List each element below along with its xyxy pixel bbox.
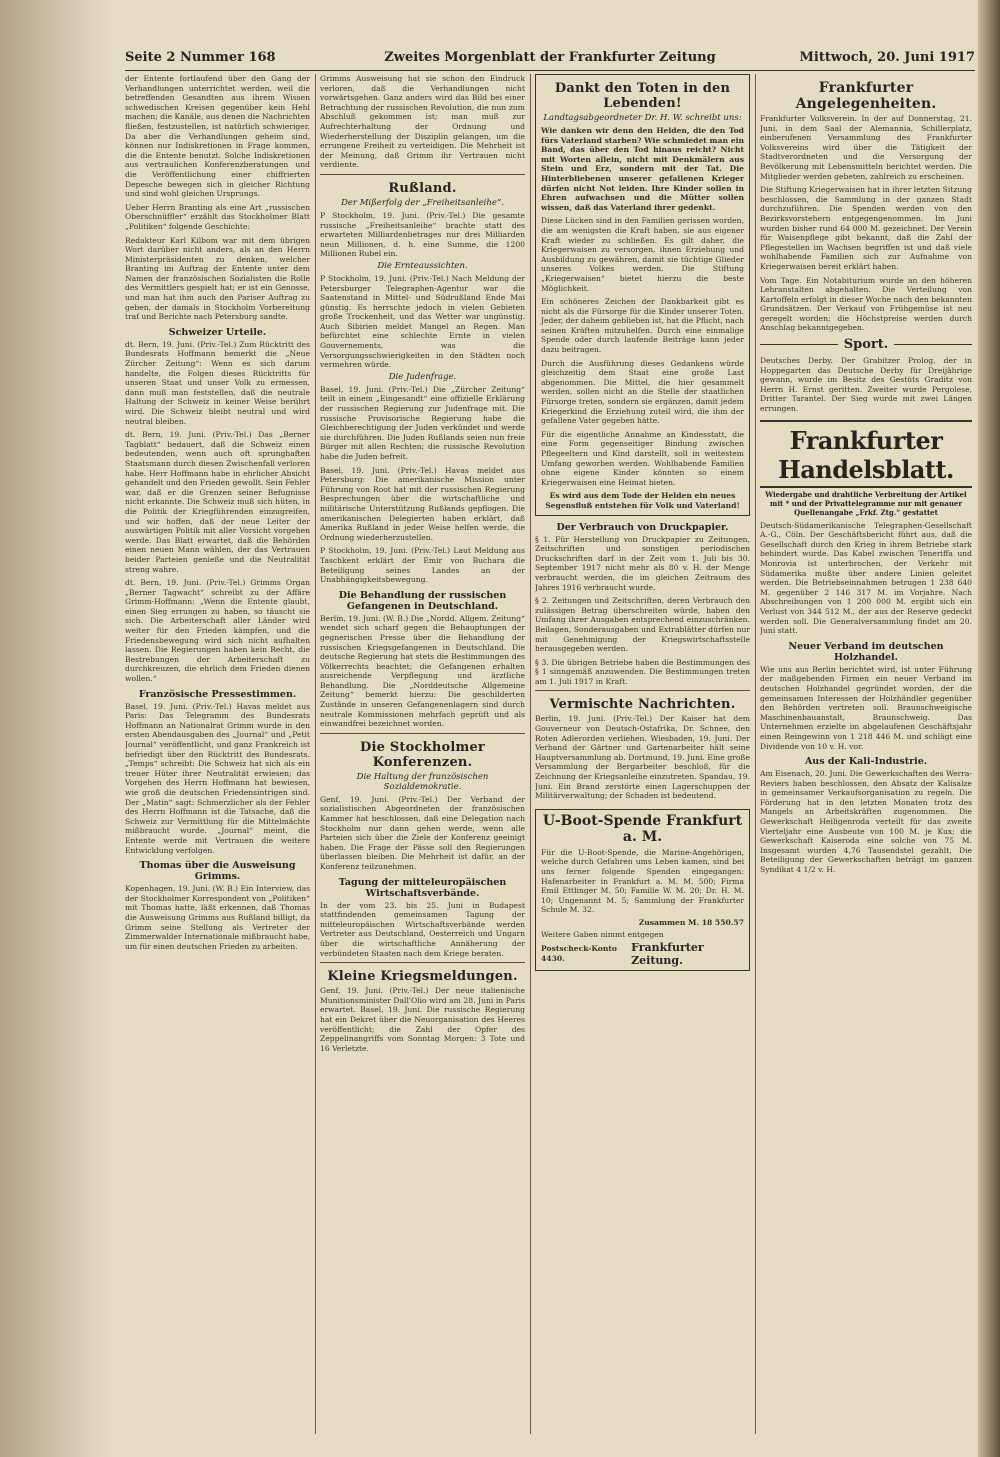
article-text: Genf, 19. Juni. (Priv.-Tel.) Der neue italienische Munitionsminister Dall'Olio wird am 28. Juni in Paris erwartet. Basel, 19. Juni. Die russische Regierung hat ein Dekret über die Neuorganisation des Heeres veröffentlicht; die Zahl der Opfer des Zeppelinangriffs vom Sonntag Morgen: 3 Tote und 16 Verletzte. [320, 986, 525, 1053]
article-text: Kopenhagen, 19. Juni. (W. B.) Ein Interview, das der Stockholmer Korrespondent von „Politiken“ mit Thomas hatte, läßt erkennen, daß Thomas die Ausweisung Grimms aus Rußland billigt, da Grimm seine Stellung als Vertreter der Zimmerwalder Internationale mißbraucht habe, um für einen deutschen Frieden zu arbeiten. [125, 884, 310, 951]
article-text: Wie danken wir denn den Helden, die den Tod fürs Vaterland starben? Wie schmiedet man ein Band, das über den Tod hinaus reicht? Nicht mit Worten allein, nicht mit Denkmälern aus Stein und Erz, sondern mit der Tat. Die Hinterbliebenen unserer gefallenen Krieger dürfen nicht Not leiden. Ihre Kinder sollen in Ehren aufwachsen und die Mütter sollen wissen, daß das Vaterland ihrer gedenkt. [541, 126, 744, 212]
article-text: Genf, 19. Juni. (Priv.-Tel.) Der Verband der sozialistischen Abgeordneten der französischen Kammer hat beschlossen, daß eine Delegation nach Stockholm nur dann gehen werde, wenn alle Parteien sich über die Ziele der Konferenz geeinigt haben. Die Frage der Pässe soll den Regierungen überlassen bleiben. Die Mehrheit ist dafür, an der Konferenz teilzunehmen. [320, 794, 525, 871]
article-text: Basel, 19. Juni. (Priv.-Tel.) Die „Zürcher Zeitung“ teilt in einem „Eingesandt“ eine offizielle Erklärung der russischen Regierung zur Judenfrage mit. Die russische Provisorische Regierung habe die Gleichberechtigung der Juden verkündet und werde sie durchführen. Die Juden Rußlands seien nun freie Bürger mit allen Rechten; die russische Revolution habe die Juden befreit. [320, 384, 525, 461]
donation-title: U-Boot-Spende Frankfurt a. M. [542, 812, 743, 845]
article-text: § 1. Für Herstellung von Druckpapier zu Zeitungen, Zeitschriften und sonstigen periodischen Druckschriften darf in der Zeit vom 1. Juli bis 30. September 1917 nicht mehr als 80 v. H. der Menge verbraucht werden, die im gleichen Zeitraum des Jahres 1916 verbraucht wurde. [535, 534, 750, 592]
donation-text: Für die U-Boot-Spende, die Marine-Angehörigen, welche durch Gefahren ums Leben kamen, sind bei uns ferner folgende Spenden eingegangen: Hafenarbeiter in Frankfurt a. M. M. 500; Firma Emil Ettlinger M. 50; Familie W. M. 20; Dr. H. M. 10; Ungenannt M. 5; Sammlung der Frankfurter Schule M. 32. [541, 847, 744, 915]
article-text: Vom Tage. Ein Notabiturium wurde an den höheren Lehranstalten abgehalten. Die Verteilung von Kartoffeln erfolgt in dieser Woche nach den bekannten Grundsätzen. Der Verkauf von Frühgemüse ist neu geregelt worden; die Höchstpreise werden durch Anschlag bekanntgegeben. [760, 275, 972, 333]
article-text: Deutsch-Südamerikanische Telegraphen-Gesellschaft A.-G., Cöln. Der Geschäftsbericht führt aus, daß die Gesellschaft durch den Krieg in ihrem Betriebe stark behindert wurde. Das Kabel zwischen Teneriffa und Monrovia ist unterbrochen, der Verkehr mit Südamerika mußte über andere Linien geleitet werden. Die Betriebseinnahmen betrugen 1 238 640 M. gegenüber 2 146 317 M. im Vorjahre. Nach Abschreibungen von 1 200 000 M. ergibt sich ein Verlust von 344 512 M., der aus der Reserve gedeckt werden soll. Die Generalversammlung findet am 20. Juni statt. [760, 520, 972, 636]
section-heading: Kleine Kriegsmeldungen. [327, 969, 518, 985]
article-text: dt. Bern, 19. Juni. (Priv.-Tel.) Grimms Organ „Berner Tagwacht“ schreibt zu der Affäre Grimm-Hoffmann: „Wenn die Entente glaubt, einen Sieg errungen zu haben, so täuscht sie sich. Die Arbeiterschaft aller Länder wird weiter für den Frieden kämpfen, und die Friedensbewegung wird sich nicht aufhalten lassen. Die Regierungen haben kein Recht, die Bestrebungen der Arbeiterschaft zu durchkreuzen, die ehrlich dem Frieden dienen wollen.“ [125, 578, 310, 684]
article-text: dt. Bern, 19. Juni. (Priv.-Tel.) Das „Berner Tagblatt“ bedauert, daß die Schweiz einen bedeutenden, wenn auch oft sprunghaften Staatsmann durch diesen Zwischenfall verloren habe. Herr Hoffmann habe in ehrlicher Absicht gehandelt und den Frieden gewollt. Sein Fehler war, daß er die Grenzen seiner Befugnisse nicht erkannte. Die Schweiz muß sich hüten, in die Politik der Kriegführenden einzugreifen, und wir hoffen, daß der neue Leiter der auswärtigen Politik mit aller Vorsicht vorgehen werde. Das Blatt erwartet, daß die Behörden einen neuen Mann wählen, der das Vertrauen beider Parteien genieße und die Neutralität streng wahre. [125, 430, 310, 574]
book-binding [978, 0, 1000, 1457]
divider [320, 962, 525, 963]
article-text: Ein schöneres Zeichen der Dankbarkeit gibt es nicht als die Fürsorge für die Kinder unserer Toten. Jeder, der daheim geblieben ist, hat die Pflicht, nach seinen Kräften mitzuhelfen. Durch eine einmalige Spende oder durch laufende Beiträge kann jeder dazu beitragen. [541, 297, 744, 355]
section-heading: Sport. [843, 337, 889, 353]
section-heading: Tagung der mitteleuropäischen Wirtschaftsverbände. [338, 876, 507, 899]
appeal-box [535, 74, 750, 516]
signature: Frankfurter Zeitung. [631, 941, 704, 968]
column-4 [760, 74, 972, 1434]
masthead: Zweites Morgenblatt der Frankfurter Zeitung [384, 50, 716, 65]
divider [760, 344, 838, 345]
section-subheading: Landtagsabgeordneter Dr. H. W. schreibt uns: [543, 113, 742, 123]
section-heading: Schweizer Urteile. [168, 326, 267, 338]
section-heading: Der Verbrauch von Druckpapier. [556, 521, 729, 533]
article-text: Am Eisenach, 20. Juni. Die Gewerkschaften des Werra-Reviers haben beschlossen, den Absatz der Kalisalze in gemeinsamer Verkaufsorganisation zu regeln. Die Förderung hat in den letzten Monaten trotz des Mangels an Arbeitskräften zugenommen. Die Gewerkschaft Heiligenroda verteilt für das zweite Vierteljahr eine Ausbeute von 100 M. je Kux; die Gewerkschaft Kaiseroda eine solche von 75 M. Insgesamt wurden 4,76 Tausendstel gezahlt, Die Beteiligung der Gewerkschaften beträgt im ganzen Syndikat 4 1/2 v. H. [760, 769, 972, 875]
article-text: P Stockholm, 19. Juni. (Priv.-Tel.) Die gesamte russische „Freiheitsanleihe“ brachte statt des erwarteten Milliardenbetrages nur drei Milliarden neun Millionen, d. h. eine Summe, die 1200 Millionen Rubel ein. [320, 210, 525, 259]
section-subheading: Die Judenfrage. [388, 371, 457, 382]
article-text: In der vom 23. bis 25. Juni in Budapest stattfindenden gemeinsamen Tagung der mitteleuropäischen Wirtschaftsverbände werden Vertreter aus Deutschland, Oesterreich und Ungarn über die wirtschaftliche Annäherung der verbündeten Staaten nach dem Kriege beraten. [320, 900, 525, 958]
article-text: Deutsches Derby. Der Grabitzer Prolog, der in Hoppegarten das Deutsche Derby für Dreijährige gewann, wurde im Besitz des Gestüts Graditz von Herrn H. Ernst geritten. Zweiter wurde Pergolese, Dritter Tarantel. Der Sieg wurde mit zwei Längen errungen. [760, 356, 972, 414]
donation-note: Weitere Gaben nimmt entgegen [541, 929, 664, 939]
article-text: Durch die Ausführung dieses Gedankens würde gleichzeitig dem Staat eine große Last abgenommen. Die Mittel, die hier gesammelt werden, sollen nicht an die Stelle der staatlichen Fürsorge treten, sondern sie ergänzen, damit jedem Kriegerkind die Erziehung zuteil wird, die ihm der gefallene Vater gegeben hätte. [541, 358, 744, 426]
column-2 [320, 74, 525, 1434]
column-rule [755, 74, 756, 1434]
article-text: Basel, 19. Juni. (Priv.-Tel.) Havas meldet aus Paris: Das Telegramm des Bundesrats Hoffmann an Nationalrat Grimm wurde in den ersten Abendausgaben des „Journal“ und „Petit Journal“ veröffentlicht, und ganz Frankreich ist befriedigt über den Rücktritt des Bundesrats. „Temps“ schreibt: Die Schweiz hat sich als ein treuer Hüter ihrer Neutralität erwiesen; das Vorgehen des Herrn Hoffmann hat bewiesen, wie groß die deutschen Friedensintrigen sind. Der „Matin“ sagt: Schmerzlicher als der Fehler des Herrn Hoffmann ist die Tatsache, daß die Schweiz zur Vermittlung für die Mittelmächte mißbraucht wurde. „Journal“ meint, die Entente werde mit Vertrauen die weitere Entwicklung verfolgen. [125, 701, 310, 855]
article-text: Berlin, 19. Juni. (Priv.-Tel.) Der Kaiser hat dem Gouverneur von Deutsch-Ostafrika, Dr. Schnee, den Roten Adlerorden verliehen. Wiesbaden, 19. Juni. Der Verband der Gärtner und Gartenarbeiter hält seine Hauptversammlung ab. Dortmund, 19. Juni. Eine große Versammlung der Bergarbeiter beschloß, für die Zeichnung der Kriegsanleihe einzutreten. Spandau, 19. Juni. Ein Brand zerstörte einen Lagerschuppen der Militärverwaltung; der Schaden ist bedeutend. [535, 714, 750, 801]
banner-note: Wiedergabe und drahtliche Verbreitung der Artikel mit * und der Privattelegramme nur mit genauer Quellenangabe „Frkf. Ztg.“ gestattet [765, 489, 967, 517]
section-subheading: Die Ernteaussichten. [377, 260, 468, 271]
page-shadow [0, 0, 110, 1457]
article-text: Redakteur Karl Kilbom war mit dem übrigen Wort darüber nicht anders, als an den Herrn Ministerpräsidenten zu denken, welcher Branting im Auftrag der Entente unter dem Namen der französischen Sozialisten die Rolle des Vermittlers gespielt hat; er ist ein Genosse, und man hat ihm auch den Pariser Auftrag zu geben, der damals in Stockholm Vorbereitung traf und Berichte nach Petersburg sandte. [125, 235, 310, 322]
article-text: Ueber Herrn Branting als eine Art „russischen Oberschnüffler“ erzählt das Stockholmer Blatt „Politiken“ folgende Geschichte: [125, 202, 310, 231]
article-text: Die Stiftung Kriegerwaisen hat in ihrer letzten Sitzung beschlossen, die Sammlung in der ganzen Stadt durchzuführen. Die Spenden werden von den Bezirksvorstehern entgegengenommen. Im Juni wurden bisher rund 64 000 M. gezeichnet. Der Verein für Waisenpflege gibt bekannt, daß die Zahl der Pflegestellen im Wachsen begriffen ist und daß viele wohlhabende Familien sich zur Aufnahme von Kriegerwaisen bereit erklärt haben. [760, 185, 972, 271]
article-text: Frankfurter Volksverein. In der auf Donnerstag, 21. Juni, in dem Saal der Alemannia, Schillerplatz, einberufenen Versammlung des Frankfurter Volksvereins wird über die Tätigkeit der Stadtverordneten und die Versorgung der Bevölkerung mit Lebensmitteln berichtet werden. Die Mitglieder werden gebeten, zahlreich zu erscheinen. [760, 114, 972, 181]
article-text: Grimms Ausweisung hat sie schon den Eindruck verloren, daß die Verhandlungen nicht vorwärtsgehen. Ganz anders wird das Bild bei einer Betrachtung der russischen Revolution, die nun zum Abschluß gekommen ist; man muß zur Aufrechterhaltung der Ordnung und Wiederherstellung der Disziplin gelangen, um die errungene Freiheit zu verteidigen. Die Mehrheit ist der Meinung, daß Grimm ihr Vertrauen nicht verdiente. [320, 74, 525, 170]
article-text: P Stockholm, 19. Juni. (Priv.-Tel.) Laut Meldung aus Taschkent erklärt der Emir von Buchara die Beteiligung seines Landes an der Unabhängigkeitsbewegung. [320, 546, 525, 585]
page-header [125, 48, 975, 71]
divider [320, 733, 525, 734]
divider [535, 690, 750, 691]
column-rule [315, 74, 316, 1434]
section-subheading: Die Haltung der französischen Sozialdemokratie. [356, 771, 489, 792]
article-text: Für die eigentliche Annahme an Kindesstatt, die eine Form gegenseitiger Bindung zwischen Pflegeeltern und Kind darstellt, soll in weitestem Umfang geworben werden. Wohlhabende Familien ohne eigene Kinder könnten so einem Kriegerwaisen eine Heimat bieten. [541, 429, 744, 487]
page-number: Seite 2 Nummer 168 [125, 50, 276, 65]
section-heading: Dankt den Toten in den Lebenden! [554, 81, 731, 111]
section-subheading: Der Mißerfolg der „Freiheitsanleihe“. [341, 197, 504, 208]
article-text: Basel, 19. Juni. (Priv.-Tel.) Havas meldet aus Petersburg: Die amerikanische Mission unter Führung von Root hat mit der russischen Regierung Besprechungen über die wirtschaftliche und militärische Unterstützung Rußlands gepflogen. Die amerikanischen Delegierten haben erklärt, daß Amerika Rußland in jeder Weise helfen werde, die Ordnung wiederherzustellen. [320, 465, 525, 542]
postal-account: Postscheck-Konto 4430. [541, 944, 617, 963]
article-text: Es wird aus dem Tode der Helden ein neues Segensfluß entstehen für Volk und Vaterland! [545, 491, 740, 510]
sport-heading-row [760, 337, 972, 352]
article-text: Berlin, 19. Juni. (W. B.) Die „Nordd. Allgem. Zeitung“ wendet sich scharf gegen die Behauptungen der gegnerischen Presse über die Behandlung der russischen Kriegsgefangenen in Deutschland. Die deutsche Regierung hat stets die Bestimmungen des Völkerrechts beachtet; die Gefangenen erhalten ausreichende Verpflegung und ärztliche Behandlung. Die „Norddeutsche Allgemeine Zeitung“ bemerkt hierzu: Die geschilderten Zustände in unseren Gefangenenlagern sind durch neutrale Kommissionen mehrfach geprüft und als einwandfrei bezeichnet worden. [320, 613, 525, 729]
article-text: § 2. Zeitungen und Zeitschriften, deren Verbrauch den zulässigen Betrag überschreiten würde, haben den Umfang ihrer Ausgaben entsprechend einzuschränken. Beilagen, Sonderausgaben und Extrablätter dürfen nur mit Genehmigung der Kriegswirtschaftsstelle herausgegeben werden. [535, 596, 750, 654]
section-banner: Frankfurter Handelsblatt. [760, 420, 972, 488]
section-heading: Aus der Kali-Industrie. [804, 756, 928, 768]
section-heading: Vermischte Nachrichten. [549, 697, 736, 713]
section-heading: Frankfurter Angelegenheiten. [795, 80, 937, 112]
column-3 [535, 74, 750, 1434]
article-text: Wie uns aus Berlin berichtet wird, ist unter Führung der maßgebenden Firmen ein neuer Verband im deutschen Holzhandel gegründet worden, der die gemeinsamen Interessen der Holzhändler gegenüber den Behörden vertreten soll. Braunschweigische Maschinenbauanstalt, Braunschweig. Das Unternehmen erzielte im abgelaufenen Geschäftsjahr einen Reingewinn von 1 218 446 M. und schlägt eine Dividende von 10 v. H. vor. [760, 664, 972, 751]
section-heading: Neuer Verband im deutschen Holzhandel. [788, 640, 944, 663]
section-heading: Französische Pressestimmen. [138, 688, 297, 700]
article-text: § 3. Die übrigen Betriebe haben die Bestimmungen des § 1 sinngemäß anzuwenden. Die Bestimmungen treten am 1. Juli 1917 in Kraft. [535, 657, 750, 686]
donation-sum: Zusammen M. 18 550.57 [638, 917, 744, 927]
divider [894, 344, 972, 345]
column-1 [125, 74, 310, 1434]
donation-box [535, 809, 750, 971]
section-heading: Rußland. [388, 180, 457, 196]
section-heading: Thomas über die Ausweisung Grimms. [139, 860, 296, 883]
divider [320, 174, 525, 175]
section-heading: Die Stockholmer Konferenzen. [360, 739, 485, 770]
article-text: P Stockholm, 19. Juni. (Priv.-Tel.) Nach Meldung der Petersburger Telegraphen-Agentur war die Saatenstand in Mittel- und Südrußland Ende Mai günstig. Es herrschte jedoch in vielen Gebieten große Trockenheit, und das Wetter war ungünstig. Auch Sibirien meldet Mangel an Regen. Man befürchtet eine schlechte Ernte in vielen Gouvernements, was die Versorgungsschwierigkeiten in den Städten noch vermehren würde. [320, 273, 525, 370]
article-text: dt. Bern, 19. Juni. (Priv.-Tel.) Zum Rücktritt des Bundesrats Hoffmann bemerkt die „Neue Zürcher Zeitung“: Wenn es sich darum handelte, die Folgen dieses Rücktritts für unseren Staat und unser Volk zu ermessen, dann muß man feststellen, daß die neutrale Haltung der Schweiz in keiner Weise berührt wird. Die Schweiz bleibt neutral und wird neutral bleiben. [125, 339, 310, 426]
article-text: der Entente fortlaufend über den Gang der Verhandlungen unterrichtet werden, weil die betreffenden Gesandten aus ihrem Wissen schwedischen Kreisen gegenüber kein Hehl machen; die Kanäle, aus denen die Nachrichten fließen, festzustellen, ist natürlich schwieriger. Da aber die Verhandlungen geheim sind, können nur Indiskretionen in Frage kommen, die die Entente benutzt. Solche Indiskretionen aus vertraulichen Konferenzberatungen und die Veröffentlichung einer chiffrierten Depesche bewegen sich in gleicher Richtung und sind wohl gleichen Ursprungs. [125, 74, 310, 199]
article-text: Diese Lücken sind in den Familien gerissen worden, die am wenigsten die Kraft haben, sie aus eigener Kraft wieder zu schließen. Es gilt daher, die Kriegerwaisen zu versorgen, ihnen Erziehung und Ausbildung zu gewähren, damit sie tüchtige Glieder unseres Volkes werden. Die Stiftung „Kriegerwaisen“ bietet hierzu die beste Möglichkeit. [541, 216, 744, 293]
issue-date: Mittwoch, 20. Juni 1917 [799, 50, 975, 65]
section-heading: Die Behandlung der russischen Gefangenen in Deutschland. [338, 589, 507, 612]
column-rule [530, 74, 531, 1434]
